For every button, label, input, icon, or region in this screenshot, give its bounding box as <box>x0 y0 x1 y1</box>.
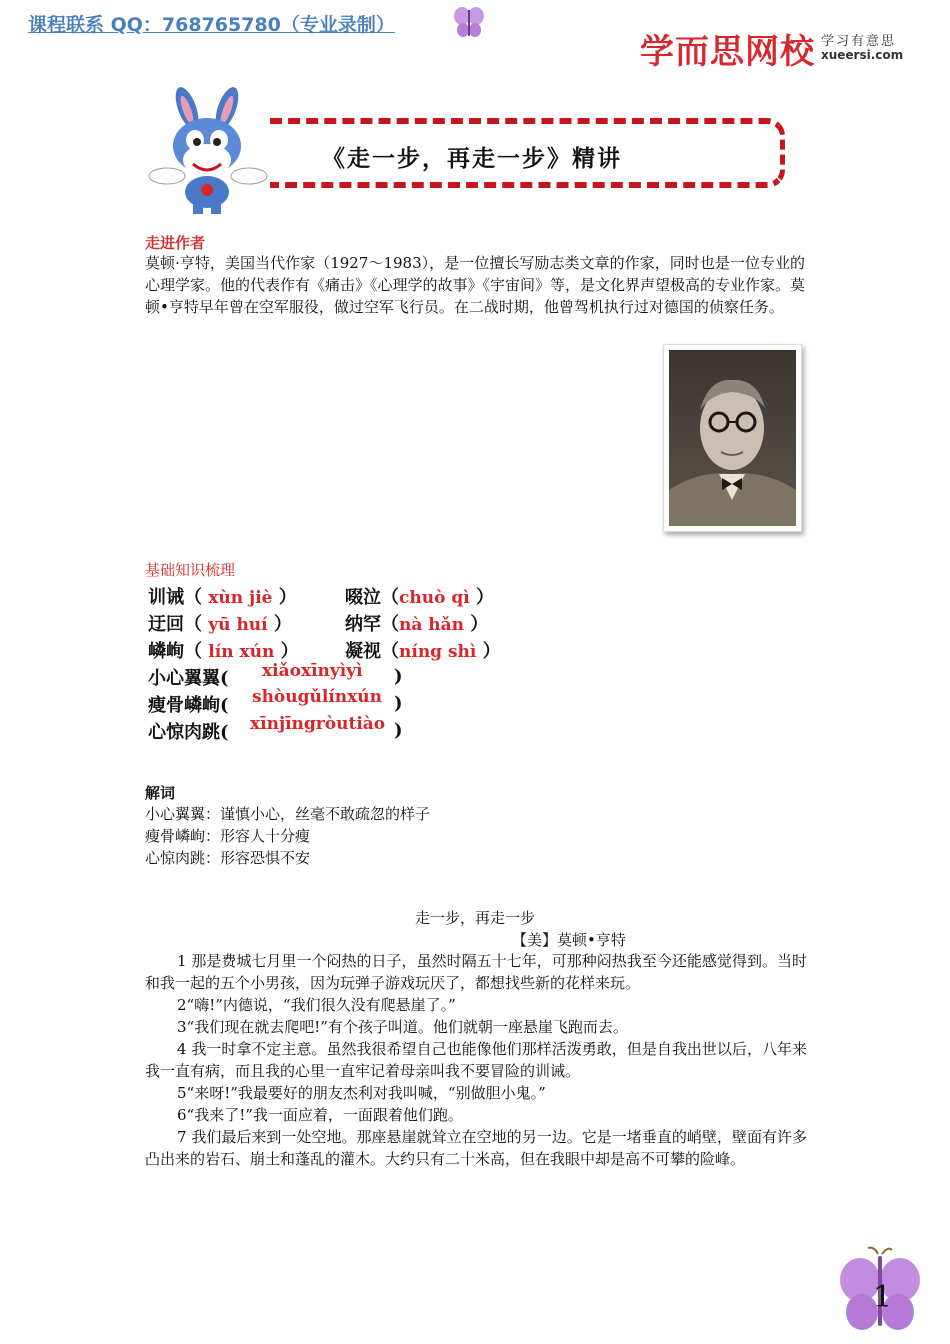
vocab-word: 迂回 <box>148 614 184 635</box>
author-paragraph: 莫顿·亨特，美国当代作家（1927～1983），是一位擅长写励志类文章的作家，同时也是一位专业的心理学家。他的代表作有《痛击》《心理学的故事》《宇宙间》等，是文化界声望极高的专业作家。莫顿•亨特早年曾在空军服役，做过空军飞行员。在二战时期，他曾驾机执行过对德国的侦察任务。 <box>145 254 806 316</box>
story-body <box>145 950 807 1170</box>
vocab-word: 啜泣 <box>345 587 381 608</box>
vocab-pinyin: yū huí <box>208 615 268 635</box>
donkey-mascot-icon <box>145 86 275 218</box>
idiom-item: 心惊肉跳( <box>148 722 229 743</box>
story-paragraph: 6“我来了!”我一面应着，一面跟着他们跑。 <box>177 1106 463 1124</box>
logo-text: 学而思网校 <box>640 32 815 72</box>
idiom-pinyin: shòugǔlínxún <box>252 687 383 707</box>
vocab-item: 啜泣（chuò qì ） <box>345 587 494 608</box>
story-author: 【美】莫顿•亨特 <box>512 931 626 949</box>
story-paragraph: 5“来呀!”我最要好的朋友杰利对我叫喊，“别做胆小鬼。” <box>177 1084 546 1102</box>
story-paragraph: 2“嗨!”内德说，“我们很久没有爬悬崖了。” <box>177 996 456 1014</box>
basics-heading: 基础知识梳理 <box>145 561 236 579</box>
story-paragraph: 7 我们最后来到一处空地。那座悬崖就耸立在空地的另一边。它是一堵垂直的峭壁，壁面有许多凸出来的岩石、崩土和蓬乱的灌木。大约只有二十米高，但在我眼中却是高不可攀的险峰。 <box>145 1128 807 1168</box>
vocab-item: 迂回（ yū huí ） <box>148 614 292 635</box>
idiom-pinyin: xiǎoxīnyìyì <box>262 661 363 681</box>
story-paragraph: 4 我一时拿不定主意。虽然我很希望自己也能像他们那样活泼勇敢，但是自我出世以后，八年来我一直有病，而且我的心里一直牢记着母亲叫我不要冒险的训诫。 <box>145 1040 807 1080</box>
page-title: 《走一步，再走一步》精讲 <box>322 145 622 172</box>
vocab-word: 凝视 <box>345 641 381 662</box>
vocab-pinyin: nà hǎn <box>399 615 465 635</box>
story-title: 走一步，再走一步 <box>414 909 535 927</box>
idiom-word: 瘦骨嶙峋 <box>148 695 220 716</box>
xueersi-logo <box>640 24 903 73</box>
butterfly-icon <box>452 4 486 48</box>
author-heading: 走进作者 <box>145 234 206 252</box>
idiom-close-paren: ) <box>394 693 403 714</box>
vocab-item: 训诫（ xùn jiè ） <box>148 587 297 608</box>
idiom-item: 瘦骨嶙峋( <box>148 695 229 716</box>
author-photo <box>663 344 802 532</box>
story-paragraph: 3“我们现在就去爬吧!”有个孩子叫道。他们就朝一座悬崖飞跑而去。 <box>177 1018 628 1036</box>
definitions-heading: 解词 <box>145 784 176 802</box>
logo-url: xueersi.com <box>821 48 904 63</box>
definition-item: 瘦骨嶙峋：形容人十分瘦 <box>145 827 311 845</box>
definition-item: 心惊肉跳：形容恐惧不安 <box>145 849 311 867</box>
vocab-pinyin: níng shì <box>399 642 477 662</box>
definition-item: 小心翼翼：谨慎小心，丝毫不敢疏忽的样子 <box>145 805 431 823</box>
vocab-pinyin: chuò qì <box>399 588 470 608</box>
page-number: 1 <box>873 1280 893 1315</box>
vocab-word: 纳罕 <box>345 614 381 635</box>
idiom-word: 小心翼翼 <box>148 668 220 689</box>
idiom-close-paren: ) <box>394 720 403 741</box>
idiom-pinyin: xīnjīngròutiào <box>250 714 386 734</box>
vocab-item: 纳罕（nà hǎn ） <box>345 614 489 635</box>
contact-link[interactable]: 课程联系 QQ：768765780（专业录制） <box>28 14 395 36</box>
story-paragraph: 1 那是费城七月里一个闷热的日子，虽然时隔五十七年，可那种闷热我至今还能感觉得到。当时和我一起的五个小男孩，因为玩弹子游戏玩厌了，都想找些新的花样来玩。 <box>145 952 807 992</box>
logo-slogan: 学习有意思 <box>821 33 897 49</box>
idiom-word: 心惊肉跳 <box>148 722 220 743</box>
vocab-pinyin: lín xún <box>208 642 275 662</box>
vocab-word: 训诫 <box>148 587 184 608</box>
vocab-pinyin: xùn jiè <box>208 588 273 608</box>
vocab-word: 嶙峋 <box>148 641 184 662</box>
idiom-close-paren: ) <box>394 666 403 687</box>
vocab-item: 嶙峋（ lín xún ） <box>148 641 299 662</box>
vocab-item: 凝视（níng shì ） <box>345 641 501 662</box>
idiom-item: 小心翼翼( <box>148 668 229 689</box>
